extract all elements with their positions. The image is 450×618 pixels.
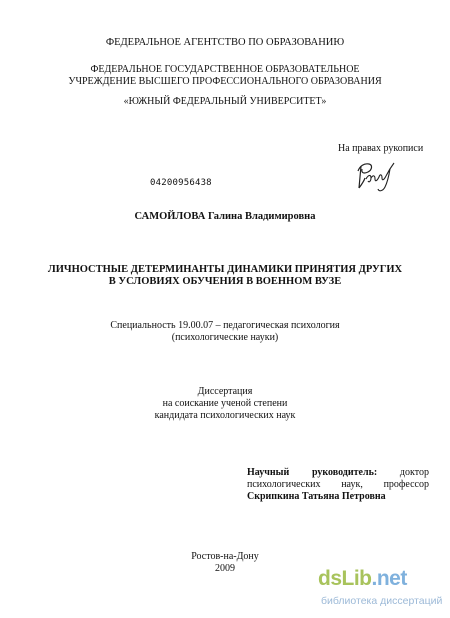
handwritten-signature bbox=[352, 157, 398, 195]
supervisor-degree-word: психологических bbox=[247, 479, 321, 490]
year: 2009 bbox=[215, 563, 235, 574]
dissertation-purpose: на соискание ученой степени bbox=[162, 398, 288, 409]
dslib-watermark[interactable] bbox=[318, 566, 446, 614]
thesis-title-line-2: В УСЛОВИЯХ ОБУЧЕНИЯ В ВОЕННОМ ВУЗЕ bbox=[108, 276, 342, 287]
supervisor-degree-word: доктор bbox=[399, 467, 429, 478]
agency-heading: ФЕДЕРАЛЬНОЕ АГЕНТСТВО ПО ОБРАЗОВАНИЮ bbox=[105, 37, 345, 48]
specialty-line-2: (психологические науки) bbox=[171, 332, 279, 343]
supervisor-degree-word: наук, bbox=[341, 479, 363, 490]
supervisor-label-word: Научный bbox=[247, 467, 290, 478]
manuscript-note: На правах рукописи bbox=[338, 143, 424, 154]
dissertation-degree: кандидата психологических наук bbox=[154, 410, 296, 421]
city: Ростов-на-Дону bbox=[191, 551, 259, 562]
supervisor-title-word: профессор bbox=[383, 479, 429, 490]
dissertation-type: Диссертация bbox=[197, 386, 253, 397]
supervisor-label-word: руководитель: bbox=[311, 467, 378, 478]
thesis-title-line-1: ЛИЧНОСТНЫЕ ДЕТЕРМИНАНТЫ ДИНАМИКИ ПРИНЯТИЯ ДРУГИХ bbox=[47, 264, 403, 275]
watermark-logo bbox=[318, 566, 407, 592]
institution-line-1: ФЕДЕРАЛЬНОЕ ГОСУДАРСТВЕННОЕ ОБРАЗОВАТЕЛЬНОЕ bbox=[90, 64, 360, 75]
supervisor-name: Скрипкина Татьяна Петровна bbox=[247, 491, 386, 502]
author-name: САМОЙЛОВА Галина Владимировна bbox=[134, 211, 316, 222]
document-code: 04200956438 bbox=[150, 178, 212, 188]
supervisor-degree-line bbox=[247, 479, 429, 491]
watermark-logo-part: .net bbox=[371, 567, 407, 590]
institution-line-2: УЧРЕЖДЕНИЕ ВЫСШЕГО ПРОФЕССИОНАЛЬНОГО ОБРАЗОВАНИЯ bbox=[68, 76, 382, 87]
specialty-line-1: Специальность 19.00.07 – педагогическая психология bbox=[110, 320, 340, 331]
supervisor-label-line bbox=[247, 467, 429, 479]
watermark-logo-part: dsLib bbox=[318, 567, 372, 590]
watermark-subtitle: библиотека диссертаций bbox=[321, 595, 443, 607]
university-name: «ЮЖНЫЙ ФЕДЕРАЛЬНЫЙ УНИВЕРСИТЕТ» bbox=[123, 96, 327, 107]
